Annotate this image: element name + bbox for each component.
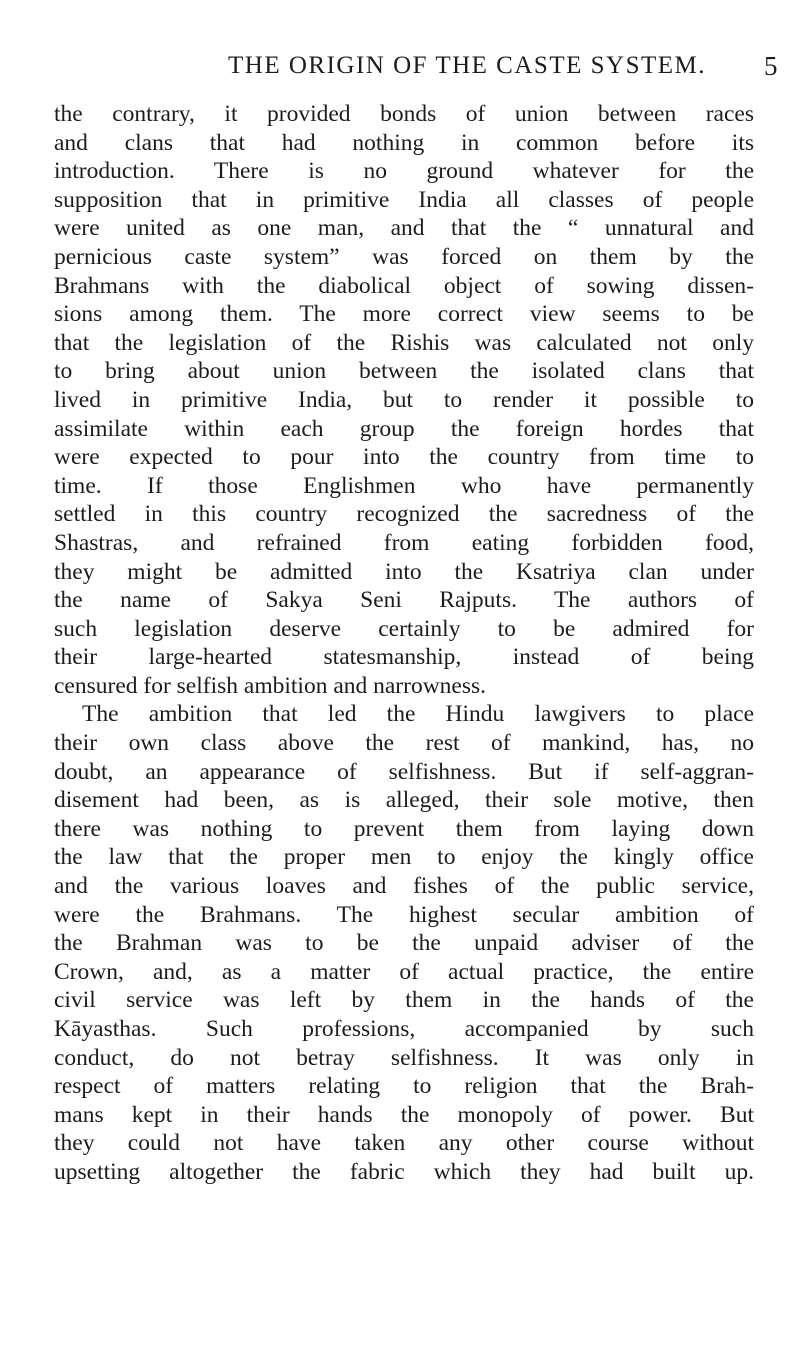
text-line: sions among them. The more correct view seems to be [54,301,754,328]
text-line: their large-hearted statesmanship, instead of being [54,644,754,671]
text-line: settled in this country recognized the sacredness of the [54,501,754,528]
text-line: supposition that in primitive India all classes of people [54,186,754,213]
text-line: were united as one man, and that the “ unnatural and [54,215,754,242]
text-line: the contrary, it provided bonds of union between races [54,101,754,127]
running-head [0,50,800,90]
text-line: the law that the proper men to enjoy the kingly office [54,844,754,871]
text-line: conduct, do not betray selfishness. It was only in [54,1044,754,1071]
text-line: assimilate within each group the foreign hordes that [54,415,754,442]
text-line: that the legislation of the Rishis was calculated not only [54,329,754,356]
text-line: Kāyasthas. Such professions, accompanied by such [54,1016,754,1042]
text-line: Shastras, and refrained from eating forbidden food, [54,529,754,556]
text-line: they could not have taken any other course without [54,1130,754,1157]
text-line: respect of matters relating to religion that the Brah- [54,1073,754,1100]
text-line: there was nothing to prevent them from laying down [54,815,754,842]
text-line: lived in primitive India, but to render it possible to [54,386,754,413]
text-line: mans kept in their hands the monopoly of power. But [54,1101,754,1128]
text-line: introduction. There is no ground whatever for the [54,158,754,185]
text-line: such legislation deserve certainly to be admired for [54,615,754,642]
text-line: pernicious caste system” was forced on them by the [54,243,754,270]
text-line: Crown, and, as a matter of actual practice, the entire [54,958,754,985]
text-line: to bring about union between the isolated clans that [54,358,754,385]
text-line: and the various loaves and fishes of the public service, [54,873,754,900]
text-line: upsetting altogether the fabric which they had built up. [54,1158,754,1185]
text-line: disement had been, as is alleged, their sole motive, then [54,787,754,814]
text-line: and clans that had nothing in common before its [54,129,754,156]
text-line: were expected to pour into the country from time to [54,444,754,471]
text-line: they might be admitted into the Ksatriya clan under [54,558,754,585]
text-line-paragraph-start: The ambition that led the Hindu lawgivers to place [82,701,754,728]
text-line: civil service was left by them in the hands of the [54,987,754,1014]
page-number: 5 [764,51,778,81]
text-line: the Brahman was to be the unpaid adviser of the [54,930,754,957]
running-title: THE ORIGIN OF THE CASTE SYSTEM. [228,52,706,79]
text-line: Brahmans with the diabolical object of sowing dissen- [54,272,754,299]
text-line: the name of Sakya Seni Rajputs. The authors of [54,587,754,614]
text-line: time. If those Englishmen who have permanently [54,472,754,499]
body-text [54,100,754,1187]
text-line: were the Brahmans. The highest secular ambition of [54,901,754,928]
text-line: doubt, an appearance of selfishness. But if self-aggran- [54,758,754,785]
text-line: their own class above the rest of mankind, has, no [54,730,754,757]
text-line: censured for selfish ambition and narrowness. [54,672,487,699]
